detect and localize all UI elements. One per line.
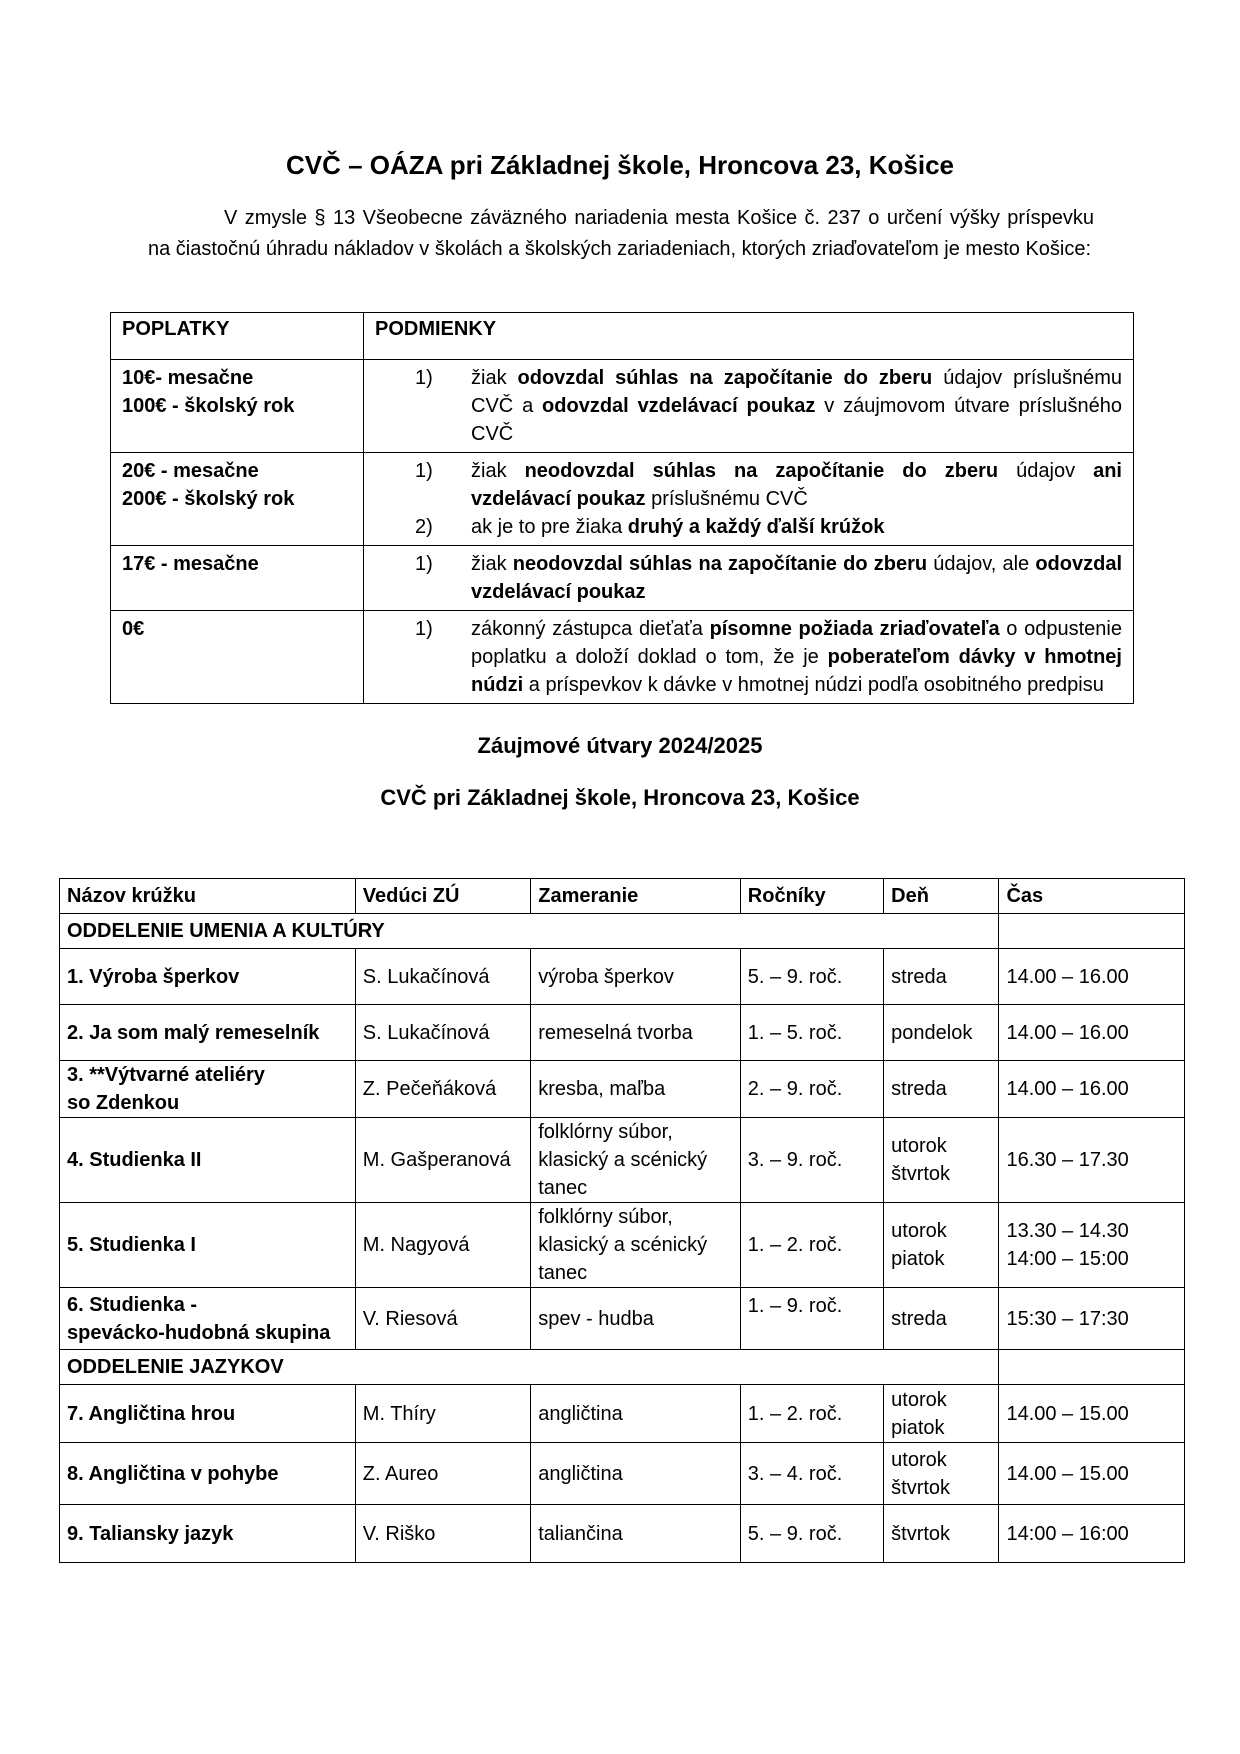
fees-body bbox=[111, 360, 1134, 704]
circle-focus bbox=[531, 1385, 741, 1443]
circle-focus bbox=[531, 1505, 741, 1563]
condition-text-bold: poberateľom dávky v hmotnej núdzi bbox=[471, 646, 1122, 696]
circle-day-line: streda bbox=[891, 1307, 947, 1330]
fee-monthly: 0€ bbox=[122, 618, 145, 640]
circle-leader: Z. Pečeňáková bbox=[355, 1061, 530, 1118]
circle-day bbox=[884, 1288, 999, 1350]
condition-text-part: a príspevkov k dávke v hmotnej núdzi podľa osobitného predpisu bbox=[523, 674, 1104, 696]
circle-row bbox=[60, 1118, 1185, 1203]
circle-leader: S. Lukačínová bbox=[355, 1005, 530, 1061]
circle-focus-line: angličtina bbox=[538, 1462, 623, 1485]
circle-grades: 1. – 5. roč. bbox=[740, 1005, 883, 1061]
section-school-title: CVČ pri Základnej škole, Hroncova 23, Košice bbox=[380, 785, 860, 810]
fee-row bbox=[111, 360, 1134, 453]
circle-day-line: streda bbox=[891, 1078, 947, 1100]
circle-day-line: štvrtok bbox=[891, 1522, 951, 1545]
conditions-list bbox=[375, 615, 1122, 699]
condition-text bbox=[471, 550, 1122, 606]
circle-day bbox=[884, 1118, 999, 1203]
circle-time bbox=[999, 1288, 1185, 1350]
circle-day-line: utorok bbox=[891, 1220, 947, 1242]
circle-focus bbox=[531, 1443, 741, 1505]
condition-text-part: údajov príslušnému CVČ a bbox=[471, 367, 1123, 417]
circle-day-line: utorok bbox=[891, 1388, 947, 1411]
department-title: ODDELENIE JAZYKOV bbox=[60, 1350, 999, 1385]
circle-time-line: 14.00 – 16.00 bbox=[1006, 1078, 1129, 1100]
circle-time-line: 13.30 – 14.30 bbox=[1006, 1220, 1129, 1242]
circle-row bbox=[60, 1505, 1185, 1563]
circle-focus-line: remeselná tvorba bbox=[538, 1021, 693, 1044]
circle-name bbox=[60, 1203, 356, 1288]
circle-grades: 2. – 9. roč. bbox=[740, 1061, 883, 1118]
fee-yearly: 200€ - školský rok bbox=[122, 488, 295, 510]
circle-row bbox=[60, 1443, 1185, 1505]
circle-time bbox=[999, 1505, 1185, 1563]
circle-time bbox=[999, 949, 1185, 1005]
circle-day-line: streda bbox=[891, 965, 947, 988]
condition-text bbox=[471, 513, 1122, 541]
header-grades: Ročníky bbox=[740, 879, 883, 914]
header-focus: Zameranie bbox=[531, 879, 741, 914]
header-name: Názov krúžku bbox=[60, 879, 356, 914]
condition-item bbox=[375, 364, 1122, 448]
circle-time bbox=[999, 1118, 1185, 1203]
condition-text-part: ak je to pre žiaka bbox=[471, 516, 628, 538]
header-leader: Vedúci ZÚ bbox=[355, 879, 530, 914]
circle-focus bbox=[531, 1061, 741, 1118]
condition-number: 1) bbox=[415, 553, 433, 575]
fee-monthly: 20€ - mesačne bbox=[122, 460, 259, 482]
circle-day bbox=[884, 1061, 999, 1118]
circle-time bbox=[999, 1203, 1185, 1288]
fee-amount-cell bbox=[111, 611, 364, 704]
circle-leader: Z. Aureo bbox=[355, 1443, 530, 1505]
circle-time bbox=[999, 1005, 1185, 1061]
circle-row bbox=[60, 1385, 1185, 1443]
circle-day-line: piatok bbox=[891, 1416, 945, 1439]
department-row bbox=[60, 914, 1185, 949]
circle-name bbox=[60, 1118, 356, 1203]
circle-row bbox=[60, 1061, 1185, 1118]
circle-time-line: 14:00 – 15:00 bbox=[1006, 1248, 1129, 1270]
condition-text bbox=[471, 364, 1122, 448]
circle-day bbox=[884, 1005, 999, 1061]
circle-name bbox=[60, 1288, 356, 1350]
condition-text-part: žiak bbox=[471, 553, 513, 575]
page-title: CVČ – OÁZA pri Základnej škole, Hroncova 23, Košice bbox=[285, 150, 955, 180]
circle-focus-line: tanec bbox=[538, 1262, 588, 1284]
condition-text-part: o odpustenie poplatku a doloží doklad o tom, že je bbox=[471, 618, 1122, 668]
circle-day bbox=[884, 1443, 999, 1505]
fee-conditions-cell bbox=[364, 453, 1134, 546]
condition-text-bold: odovzdal vzdelávací poukaz bbox=[471, 553, 1122, 603]
circle-row bbox=[60, 1203, 1185, 1288]
condition-text bbox=[471, 457, 1122, 513]
header-day: Deň bbox=[884, 879, 999, 914]
condition-text-part: zákonný zástupca dieťaťa bbox=[471, 618, 710, 640]
condition-number: 1) bbox=[415, 618, 433, 640]
circle-focus bbox=[531, 1203, 741, 1288]
fee-monthly: 17€ - mesačne bbox=[122, 553, 259, 575]
circle-focus-line: taliančina bbox=[538, 1522, 623, 1545]
circle-leader: M. Nagyová bbox=[355, 1203, 530, 1288]
circle-time-line: 14.00 – 15.00 bbox=[1006, 1462, 1129, 1485]
circle-name bbox=[60, 1385, 356, 1443]
fee-row bbox=[111, 611, 1134, 704]
circle-time bbox=[999, 1385, 1185, 1443]
circles-table bbox=[59, 878, 1185, 1563]
condition-text-bold: ani vzdelávací poukaz bbox=[471, 460, 1122, 510]
circle-day-line: štvrtok bbox=[891, 1163, 951, 1185]
circle-time-line: 14.00 – 16.00 bbox=[1006, 965, 1129, 988]
condition-item bbox=[375, 615, 1122, 699]
circle-name-line: so Zdenkou bbox=[67, 1092, 180, 1114]
circle-day-line: utorok bbox=[891, 1448, 947, 1471]
circle-name bbox=[60, 1005, 356, 1061]
condition-item bbox=[375, 513, 1122, 541]
intro-text: V zmysle § 13 Všeobecne záväzného nariadenia mesta Košice č. 237 o určení výšky príspevku na čiastočnú úhradu nákladov v školách a školských zariadeniach, ktorých zriaďovateľom je mesto Košice: bbox=[148, 207, 1094, 260]
condition-text-bold: písomne požiada zriaďovateľa bbox=[709, 618, 1000, 640]
condition-text-part: žiak bbox=[471, 367, 518, 389]
condition-text-part: v záujmovom útvare príslušného CVČ bbox=[471, 395, 1122, 445]
conditions-list bbox=[375, 457, 1122, 541]
condition-text-part: príslušnému CVČ bbox=[645, 488, 808, 510]
circle-time-line: 16.30 – 17.30 bbox=[1006, 1149, 1129, 1171]
fee-row bbox=[111, 546, 1134, 611]
circle-focus bbox=[531, 1118, 741, 1203]
circle-day-line: piatok bbox=[891, 1248, 945, 1270]
circle-name-line: 8. Angličtina v pohybe bbox=[67, 1462, 279, 1485]
fee-row bbox=[111, 453, 1134, 546]
fees-header-fees: POPLATKY bbox=[111, 313, 364, 360]
circle-name-line: 6. Studienka - bbox=[67, 1293, 198, 1316]
circle-grades: 1. – 2. roč. bbox=[740, 1203, 883, 1288]
circles-header-row bbox=[60, 879, 1185, 914]
circle-row bbox=[60, 1288, 1185, 1350]
circle-focus-line: výroba šperkov bbox=[538, 965, 674, 988]
circles-body bbox=[60, 914, 1185, 1563]
circle-grades: 5. – 9. roč. bbox=[740, 949, 883, 1005]
circle-row bbox=[60, 1005, 1185, 1061]
circle-name-line: spevácko-hudobná skupina bbox=[67, 1321, 331, 1344]
fees-table bbox=[110, 312, 1134, 704]
circle-name-line: 7. Angličtina hrou bbox=[67, 1402, 236, 1425]
condition-item bbox=[375, 550, 1122, 606]
intro-paragraph bbox=[148, 203, 1094, 265]
condition-text bbox=[471, 615, 1122, 699]
circle-day-line: utorok bbox=[891, 1135, 947, 1157]
circle-day-line: štvrtok bbox=[891, 1476, 951, 1499]
circle-day-line: pondelok bbox=[891, 1021, 973, 1044]
circle-focus-line: klasický a scénický bbox=[538, 1234, 708, 1256]
condition-text-bold: neodovzdal súhlas na započítanie do zberu bbox=[512, 553, 928, 575]
fee-amount-cell bbox=[111, 360, 364, 453]
circle-focus-line: folklórny súbor, bbox=[538, 1121, 673, 1143]
circle-name bbox=[60, 1061, 356, 1118]
circle-grades: 3. – 9. roč. bbox=[740, 1118, 883, 1203]
circle-time-line: 14:00 – 16:00 bbox=[1006, 1522, 1129, 1545]
condition-text-part: žiak bbox=[471, 460, 525, 482]
fee-monthly: 10€- mesačne bbox=[122, 367, 254, 389]
circle-focus-line: spev - hudba bbox=[538, 1307, 654, 1330]
circle-leader: M. Gašperanová bbox=[355, 1118, 530, 1203]
header-time: Čas bbox=[999, 879, 1185, 914]
circle-focus bbox=[531, 1005, 741, 1061]
department-row bbox=[60, 1350, 1185, 1385]
circle-time-line: 14.00 – 15.00 bbox=[1006, 1402, 1129, 1425]
circle-name bbox=[60, 949, 356, 1005]
circle-leader: V. Riesová bbox=[355, 1288, 530, 1350]
circle-time-line: 14.00 – 16.00 bbox=[1006, 1021, 1129, 1044]
circle-row bbox=[60, 949, 1185, 1005]
circle-name-line: 5. Studienka I bbox=[67, 1234, 196, 1256]
circle-day bbox=[884, 1385, 999, 1443]
circle-name-line: 9. Taliansky jazyk bbox=[67, 1522, 234, 1545]
circle-leader: M. Thíry bbox=[355, 1385, 530, 1443]
condition-text-bold: druhý a každý ďalší krúžok bbox=[627, 516, 885, 538]
condition-text-bold: neodovzdal súhlas na započítanie do zberu bbox=[524, 460, 999, 482]
fees-header-row bbox=[111, 313, 1134, 360]
department-title: ODDELENIE UMENIA A KULTÚRY bbox=[60, 914, 999, 949]
circle-time bbox=[999, 1061, 1185, 1118]
circle-time-line: 15:30 – 17:30 bbox=[1006, 1307, 1129, 1330]
circle-day bbox=[884, 949, 999, 1005]
circle-grades: 3. – 4. roč. bbox=[740, 1443, 883, 1505]
fee-conditions-cell bbox=[364, 611, 1134, 704]
condition-text-part: údajov bbox=[998, 460, 1094, 482]
circle-leader: V. Riško bbox=[355, 1505, 530, 1563]
circle-focus-line: kresba, maľba bbox=[538, 1078, 666, 1100]
condition-text-bold: odovzdal vzdelávací poukaz bbox=[542, 395, 816, 417]
section-year-title: Záujmové útvary 2024/2025 bbox=[477, 733, 763, 758]
circle-name-line: 1. Výroba šperkov bbox=[67, 965, 240, 988]
circle-grades: 1. – 2. roč. bbox=[740, 1385, 883, 1443]
conditions-list bbox=[375, 550, 1122, 606]
fee-amount-cell bbox=[111, 546, 364, 611]
circle-name-line: 4. Studienka II bbox=[67, 1149, 202, 1171]
circle-focus bbox=[531, 1288, 741, 1350]
condition-number: 2) bbox=[415, 516, 433, 538]
circle-day bbox=[884, 1505, 999, 1563]
conditions-list bbox=[375, 364, 1122, 448]
circle-name-line: 2. Ja som malý remeselník bbox=[67, 1021, 320, 1044]
fee-amount-cell bbox=[111, 453, 364, 546]
circle-focus bbox=[531, 949, 741, 1005]
fees-header-conditions: PODMIENKY bbox=[364, 313, 1134, 360]
fee-conditions-cell bbox=[364, 360, 1134, 453]
department-empty-cell bbox=[999, 914, 1185, 949]
fee-conditions-cell bbox=[364, 546, 1134, 611]
condition-number: 1) bbox=[415, 367, 433, 389]
circle-time bbox=[999, 1443, 1185, 1505]
fee-yearly: 100€ - školský rok bbox=[122, 395, 295, 417]
circle-grades: 5. – 9. roč. bbox=[740, 1505, 883, 1563]
circle-name bbox=[60, 1443, 356, 1505]
circle-leader: S. Lukačínová bbox=[355, 949, 530, 1005]
circle-focus-line: angličtina bbox=[538, 1402, 623, 1425]
condition-number: 1) bbox=[415, 460, 433, 482]
condition-item bbox=[375, 457, 1122, 513]
circle-day bbox=[884, 1203, 999, 1288]
condition-text-part: údajov, ale bbox=[927, 553, 1036, 575]
condition-text-bold: odovzdal súhlas na započítanie do zberu bbox=[517, 367, 933, 389]
department-empty-cell bbox=[999, 1350, 1185, 1385]
circle-name bbox=[60, 1505, 356, 1563]
circle-name-line: 3. **Výtvarné ateliéry bbox=[67, 1064, 265, 1086]
circle-focus-line: tanec bbox=[538, 1177, 588, 1199]
circle-focus-line: folklórny súbor, bbox=[538, 1206, 673, 1228]
circle-grades: 1. – 9. roč. bbox=[740, 1288, 883, 1350]
circle-focus-line: klasický a scénický bbox=[538, 1149, 708, 1171]
